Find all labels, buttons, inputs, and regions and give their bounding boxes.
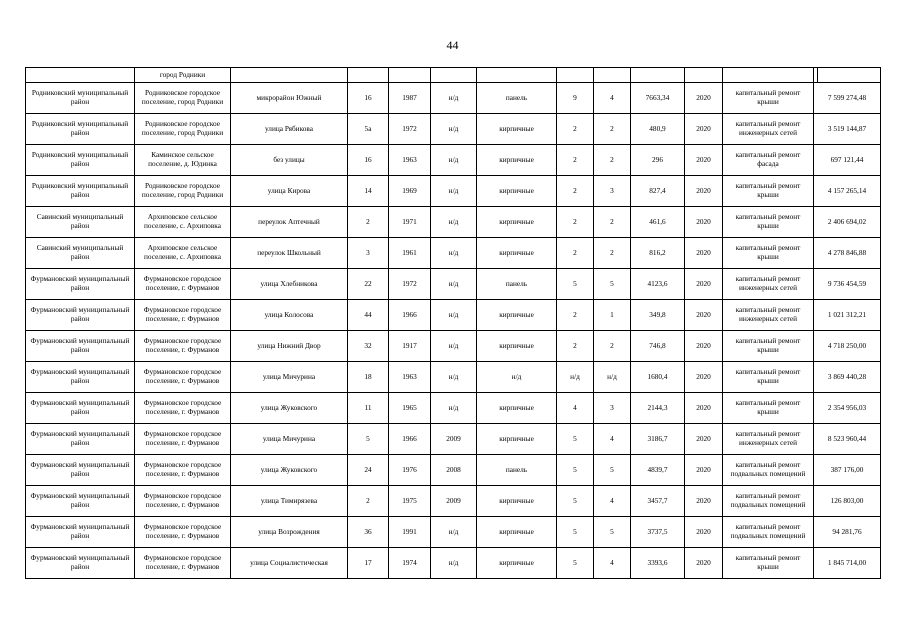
table-cell: 5 <box>594 517 631 548</box>
table-cell: 1966 <box>389 300 431 331</box>
table-cell: 4 <box>594 424 631 455</box>
table-cell: 3 <box>594 393 631 424</box>
table-cell: Фурмановское городское поселение, г. Фурманов <box>135 424 231 455</box>
table-cell: 5а <box>348 114 389 145</box>
table-cell: 2020 <box>685 300 723 331</box>
table-cell <box>348 68 389 83</box>
table-cell: Родниковское городское поселение, город Родники <box>135 176 231 207</box>
table-cell: Родниковский муниципальный район <box>26 83 135 114</box>
table-cell: улица Нижний Двор <box>231 331 348 362</box>
table-cell: 2020 <box>685 238 723 269</box>
table-cell: 387 176,00 <box>814 455 881 486</box>
table-cell: 2008 <box>431 455 477 486</box>
table-cell: Родниковское городское поселение, город Родники <box>135 83 231 114</box>
table-cell: 697 121,44 <box>814 145 881 176</box>
table-cell: кирпичные <box>477 393 557 424</box>
table-cell: 1 021 312,21 <box>814 300 881 331</box>
table-cell: 2 <box>594 207 631 238</box>
table-cell: 2020 <box>685 548 723 579</box>
table-cell: 17 <box>348 548 389 579</box>
table-cell: 746,8 <box>631 331 685 362</box>
table-cell: Фурмановский муниципальный район <box>26 486 135 517</box>
table-cell: 461,6 <box>631 207 685 238</box>
table-cell: 16 <box>348 145 389 176</box>
table-cell: Каминское сельское поселение, д. Юдинка <box>135 145 231 176</box>
table-cell: кирпичные <box>477 114 557 145</box>
table-cell <box>389 68 431 83</box>
table-cell: 5 <box>348 424 389 455</box>
table-cell: 1987 <box>389 83 431 114</box>
table-cell: улица Мичурина <box>231 362 348 393</box>
table-cell: 18 <box>348 362 389 393</box>
housing-repair-table <box>25 67 881 579</box>
table-cell: без улицы <box>231 145 348 176</box>
table-cell: Родниковский муниципальный район <box>26 145 135 176</box>
table-cell: 7663,34 <box>631 83 685 114</box>
table-cell <box>431 68 477 83</box>
table-cell: 2 <box>557 300 594 331</box>
table-cell: 3 519 144,87 <box>814 114 881 145</box>
table-cell: н/д <box>431 145 477 176</box>
table-cell: улица Рябикова <box>231 114 348 145</box>
table-cell: 1975 <box>389 486 431 517</box>
table-cell <box>685 68 723 83</box>
table-cell: 5 <box>557 548 594 579</box>
table-cell <box>231 68 348 83</box>
table-cell: Фурмановское городское поселение, г. Фурманов <box>135 548 231 579</box>
table-cell: капитальный ремонт крыши <box>723 393 814 424</box>
table-cell: н/д <box>431 83 477 114</box>
table-cell: 5 <box>557 424 594 455</box>
table-cell: Архиповское сельское поселение, с. Архиповка <box>135 238 231 269</box>
table-cell <box>818 68 881 83</box>
table-cell: Фурмановское городское поселение, г. Фурманов <box>135 362 231 393</box>
table-cell: 2 406 694,02 <box>814 207 881 238</box>
table-cell: 1963 <box>389 145 431 176</box>
table-cell: 5 <box>557 269 594 300</box>
table-cell: капитальный ремонт крыши <box>723 207 814 238</box>
table-cell: 2 <box>557 331 594 362</box>
table-cell: 32 <box>348 331 389 362</box>
table-cell: н/д <box>431 393 477 424</box>
table-cell: н/д <box>431 207 477 238</box>
table-cell: 1969 <box>389 176 431 207</box>
table-cell: панель <box>477 269 557 300</box>
table-cell: 2 <box>348 207 389 238</box>
table-cell: 480,9 <box>631 114 685 145</box>
table-cell: Фурмановское городское поселение, г. Фурманов <box>135 486 231 517</box>
table-cell: 3737,5 <box>631 517 685 548</box>
table-cell: Родниковское городское поселение, город Родники <box>135 114 231 145</box>
table-cell: н/д <box>431 548 477 579</box>
table-cell: Фурмановское городское поселение, г. Фурманов <box>135 393 231 424</box>
table-cell: 4123,6 <box>631 269 685 300</box>
table-cell: 22 <box>348 269 389 300</box>
table-cell: Савинский муниципальный район <box>26 238 135 269</box>
table-cell: н/д <box>557 362 594 393</box>
table-cell: 3186,7 <box>631 424 685 455</box>
table-cell: 7 599 274,48 <box>814 83 881 114</box>
table-cell: н/д <box>431 176 477 207</box>
table-cell: переулок Аптечный <box>231 207 348 238</box>
table-row <box>26 517 881 548</box>
table-cell: Фурмановский муниципальный район <box>26 455 135 486</box>
table-cell: Архиповское сельское поселение, с. Архиповка <box>135 207 231 238</box>
table-cell: улица Возрождения <box>231 517 348 548</box>
table-cell: Фурмановское городское поселение, г. Фурманов <box>135 331 231 362</box>
table-cell: н/д <box>431 238 477 269</box>
table-cell: капитальный ремонт крыши <box>723 176 814 207</box>
table-cell: 2 <box>594 114 631 145</box>
table-row <box>26 424 881 455</box>
table-cell: 1974 <box>389 548 431 579</box>
table-cell: 4 718 250,00 <box>814 331 881 362</box>
table-cell: Фурмановский муниципальный район <box>26 393 135 424</box>
table-cell: Фурмановское городское поселение, г. Фурманов <box>135 517 231 548</box>
table-row <box>26 331 881 362</box>
table-cell: 2020 <box>685 207 723 238</box>
table-row <box>26 176 881 207</box>
table-cell: капитальный ремонт инженерных сетей <box>723 114 814 145</box>
table-cell: 2020 <box>685 517 723 548</box>
table-cell: 2020 <box>685 176 723 207</box>
table-cell <box>723 68 814 83</box>
table-row <box>26 455 881 486</box>
table-cell: кирпичные <box>477 424 557 455</box>
table-cell: 4 157 265,14 <box>814 176 881 207</box>
table-cell: 2 <box>557 145 594 176</box>
table-cell: 2020 <box>685 393 723 424</box>
table-cell: н/д <box>431 362 477 393</box>
table-cell: 5 <box>594 269 631 300</box>
table-cell <box>594 68 631 83</box>
table-cell: н/д <box>431 517 477 548</box>
table-cell: 4 <box>594 83 631 114</box>
table-cell: 2009 <box>431 486 477 517</box>
table-row <box>26 114 881 145</box>
table-cell: 1972 <box>389 269 431 300</box>
table-cell: 1966 <box>389 424 431 455</box>
table-cell: 3393,6 <box>631 548 685 579</box>
table-cell: 2020 <box>685 455 723 486</box>
table-cell <box>557 68 594 83</box>
table-cell: н/д <box>431 114 477 145</box>
table-cell: 2 <box>557 114 594 145</box>
table-cell: капитальный ремонт подвальных помещений <box>723 455 814 486</box>
table-row <box>26 145 881 176</box>
table-cell: капитальный ремонт крыши <box>723 548 814 579</box>
table-cell: панель <box>477 83 557 114</box>
table-cell: 2 <box>594 238 631 269</box>
table-cell: 1680,4 <box>631 362 685 393</box>
table-cell: 1961 <box>389 238 431 269</box>
table-cell: н/д <box>431 269 477 300</box>
table-cell: 3457,7 <box>631 486 685 517</box>
table-cell: панель <box>477 455 557 486</box>
table-cell: кирпичные <box>477 517 557 548</box>
table-cell: 2 <box>557 176 594 207</box>
table-cell: капитальный ремонт подвальных помещений <box>723 486 814 517</box>
table-row <box>26 393 881 424</box>
table-cell: 36 <box>348 517 389 548</box>
table-cell: 2 <box>348 486 389 517</box>
table-cell: 1 845 714,00 <box>814 548 881 579</box>
table-cell: н/д <box>477 362 557 393</box>
table-cell: 2020 <box>685 269 723 300</box>
table-cell: 2009 <box>431 424 477 455</box>
table-cell: 2020 <box>685 83 723 114</box>
table-cell: Фурмановский муниципальный район <box>26 331 135 362</box>
table-cell: улица Колосова <box>231 300 348 331</box>
table-cell: капитальный ремонт инженерных сетей <box>723 424 814 455</box>
table-cell: 1972 <box>389 114 431 145</box>
table-cell: 2 <box>557 238 594 269</box>
table-cell: 44 <box>348 300 389 331</box>
table-cell: кирпичные <box>477 145 557 176</box>
table-cell: улица Жуковского <box>231 455 348 486</box>
table-cell: кирпичные <box>477 207 557 238</box>
table-cell: кирпичные <box>477 238 557 269</box>
table-cell: 126 803,00 <box>814 486 881 517</box>
table-cell: 2 <box>594 331 631 362</box>
table-cell: кирпичные <box>477 331 557 362</box>
table-cell: 2 <box>557 207 594 238</box>
table-row-continued <box>26 68 881 83</box>
table-cell: микрорайон Южный <box>231 83 348 114</box>
table-cell: Фурмановское городское поселение, г. Фурманов <box>135 300 231 331</box>
table-cell: капитальный ремонт инженерных сетей <box>723 269 814 300</box>
table-cell <box>631 68 685 83</box>
table-cell: Родниковский муниципальный район <box>26 176 135 207</box>
table-row <box>26 269 881 300</box>
table-row <box>26 83 881 114</box>
table-cell: н/д <box>431 331 477 362</box>
table-cell: 3 <box>348 238 389 269</box>
table-cell: 349,8 <box>631 300 685 331</box>
table-cell: 2 354 956,03 <box>814 393 881 424</box>
table-row <box>26 548 881 579</box>
table-cell: 4 <box>594 548 631 579</box>
table-cell: кирпичные <box>477 486 557 517</box>
table-cell: 3 <box>594 176 631 207</box>
table-cell: Фурмановский муниципальный район <box>26 362 135 393</box>
table-cell: 2020 <box>685 114 723 145</box>
table-cell: 24 <box>348 455 389 486</box>
table-cell: 16 <box>348 83 389 114</box>
table-cell: улица Социалистическая <box>231 548 348 579</box>
table-cell: переулок Школьный <box>231 238 348 269</box>
table-cell: кирпичные <box>477 176 557 207</box>
table-cell: 2020 <box>685 486 723 517</box>
table-row <box>26 238 881 269</box>
table-cell: Фурмановское городское поселение, г. Фурманов <box>135 455 231 486</box>
table-cell: улица Жуковского <box>231 393 348 424</box>
table-cell: 827,4 <box>631 176 685 207</box>
table-cell: капитальный ремонт инженерных сетей <box>723 300 814 331</box>
table-cell: кирпичные <box>477 548 557 579</box>
table-row <box>26 362 881 393</box>
table-cell: капитальный ремонт крыши <box>723 83 814 114</box>
table-cell: 1976 <box>389 455 431 486</box>
table-cell: капитальный ремонт фасада <box>723 145 814 176</box>
table-cell: 2144,3 <box>631 393 685 424</box>
table-cell: улица Кирова <box>231 176 348 207</box>
table-cell: Фурмановский муниципальный район <box>26 424 135 455</box>
table-cell: 9 736 454,59 <box>814 269 881 300</box>
table-cell: Фурмановский муниципальный район <box>26 300 135 331</box>
table-cell: 4 <box>594 486 631 517</box>
table-cell: Фурмановский муниципальный район <box>26 548 135 579</box>
table-cell: 3 869 440,28 <box>814 362 881 393</box>
table-row <box>26 486 881 517</box>
table-cell: н/д <box>594 362 631 393</box>
table-cell: 1991 <box>389 517 431 548</box>
table-cell: 4 <box>557 393 594 424</box>
table-cell: 296 <box>631 145 685 176</box>
table-cell: кирпичные <box>477 300 557 331</box>
table-cell: 1 <box>594 300 631 331</box>
table-cell: 94 281,76 <box>814 517 881 548</box>
table-cell: 4839,7 <box>631 455 685 486</box>
table-cell: Родниковский муниципальный район <box>26 114 135 145</box>
table-cell: 1963 <box>389 362 431 393</box>
table-cell: 4 278 846,88 <box>814 238 881 269</box>
table-cell: 2020 <box>685 145 723 176</box>
table-cell: 2020 <box>685 424 723 455</box>
table-cell: 1971 <box>389 207 431 238</box>
table-cell: улица Мичурина <box>231 424 348 455</box>
page-number: 44 <box>446 38 459 52</box>
table-cell: капитальный ремонт крыши <box>723 362 814 393</box>
table-cell: капитальный ремонт подвальных помещений <box>723 517 814 548</box>
table-cell: 5 <box>557 455 594 486</box>
table-cell: 816,2 <box>631 238 685 269</box>
table-cell: 5 <box>557 517 594 548</box>
table-cell: 2020 <box>685 362 723 393</box>
table-cell: 14 <box>348 176 389 207</box>
table-cell: 5 <box>557 486 594 517</box>
table-row <box>26 207 881 238</box>
table-cell: 8 523 960,44 <box>814 424 881 455</box>
table-cell: 5 <box>594 455 631 486</box>
table-cell: Фурмановский муниципальный район <box>26 517 135 548</box>
table-cell <box>477 68 557 83</box>
table-cell: 1965 <box>389 393 431 424</box>
table-cell: капитальный ремонт крыши <box>723 331 814 362</box>
table-cell: 1917 <box>389 331 431 362</box>
table-cell: 9 <box>557 83 594 114</box>
table-cell: Фурмановский муниципальный район <box>26 269 135 300</box>
table-cell: н/д <box>431 300 477 331</box>
table-cell: 2020 <box>685 331 723 362</box>
table-cell: Савинский муниципальный район <box>26 207 135 238</box>
table-row <box>26 300 881 331</box>
table-cell: Фурмановское городское поселение, г. Фурманов <box>135 269 231 300</box>
table-cell: 11 <box>348 393 389 424</box>
table-cell <box>26 68 135 83</box>
table-cell: улица Тимирязева <box>231 486 348 517</box>
table-cell: 2 <box>594 145 631 176</box>
table-cell: улица Хлебникова <box>231 269 348 300</box>
table-cell: город Родники <box>135 68 231 83</box>
table-cell: капитальный ремонт крыши <box>723 238 814 269</box>
